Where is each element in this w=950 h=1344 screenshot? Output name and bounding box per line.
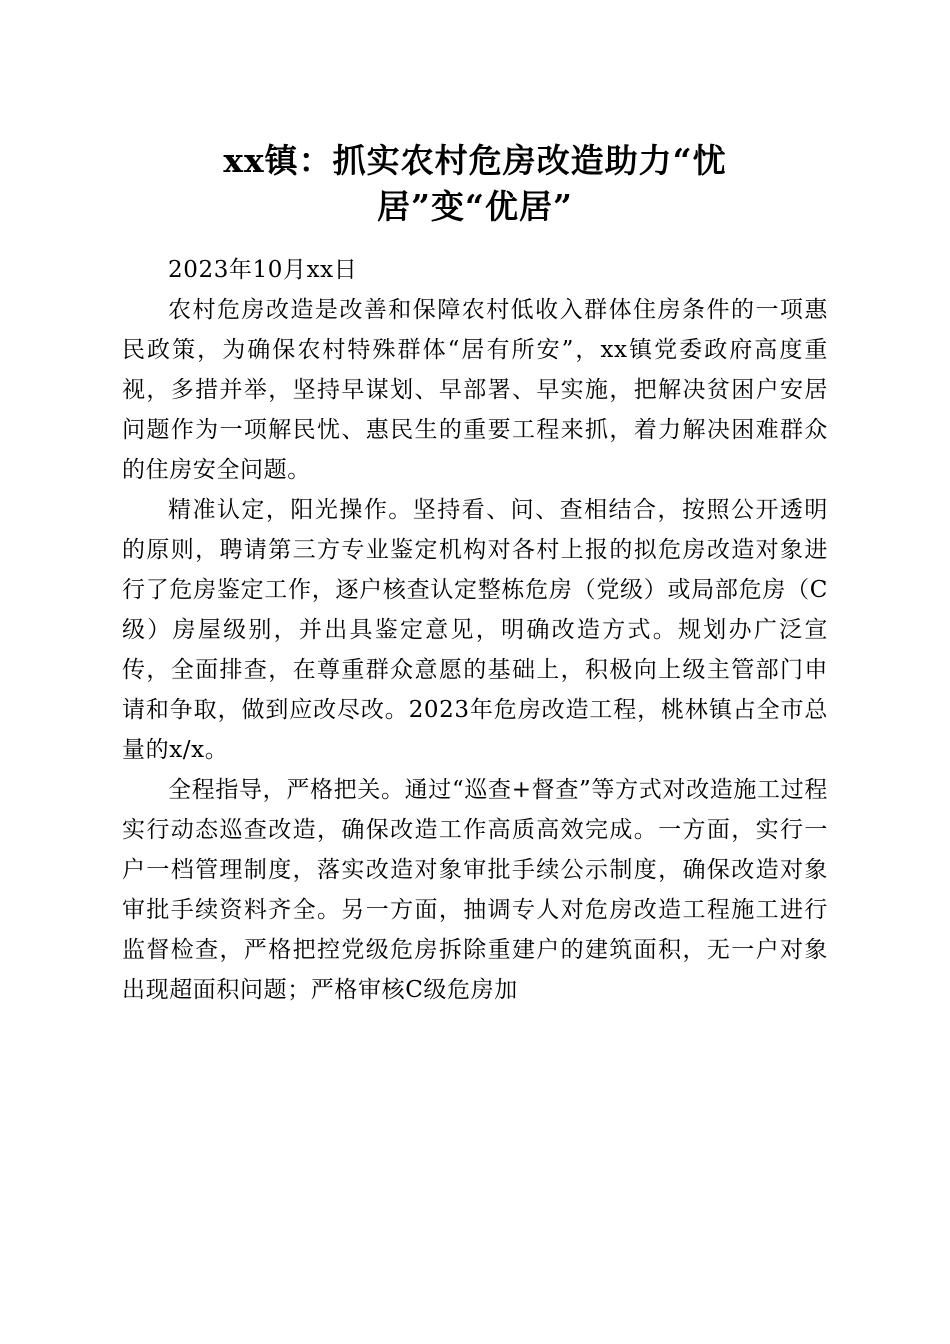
title-line-1: xx镇：抓实农村危房改造助力“忧 xyxy=(223,141,727,180)
document-date: 2023年10月xx日 xyxy=(168,257,358,283)
document-body xyxy=(122,250,828,1010)
paragraph-identification: 精准认定，阳光操作。坚持看、问、查相结合，按照公开透明的原则，聘请第三方专业鉴定机构对各村上报的拟危房改造对象进行了危房鉴定工作，逐户核查认定整栋危房（党级）或局部危房（C级）房屋级别，并出具鉴定意见，明确改造方式。规划办广泛宣传，全面排查，在尊重群众意愿的基础上，积极向上级主管部门申请和争取，做到应改尽改。2023年危房改造工程，桃林镇占全市总量的x/x。 xyxy=(122,497,828,763)
title-line-2: 居”变“优居” xyxy=(377,187,573,226)
paragraph-supervision: 全程指导，严格把关。通过“巡查+督查”等方式对改造施工过程实行动态巡查改造，确保改造工作高质高效完成。一方面，实行一户一档管理制度，落实改造对象审批手续公示制度，确保改造对象审批手续资料齐全。另一方面，抽调专人对危房改造工程施工进行监督检查，严格把控党级危房拆除重建户的建筑面积，无一户对象出现超面积问题；严格审核C级危房加 xyxy=(122,777,828,1003)
document-title xyxy=(120,138,830,230)
paragraph-intro: 农村危房改造是改善和保障农村低收入群体住房条件的一项惠民政策，为确保农村特殊群体“居有所安”，xx镇党委政府高度重视，多措并举，坚持早谋划、早部署、早实施，把解决贫困户安居问题作为一项解民忧、惠民生的重要工程来抓，着力解决困难群众的住房安全问题。 xyxy=(122,297,828,483)
